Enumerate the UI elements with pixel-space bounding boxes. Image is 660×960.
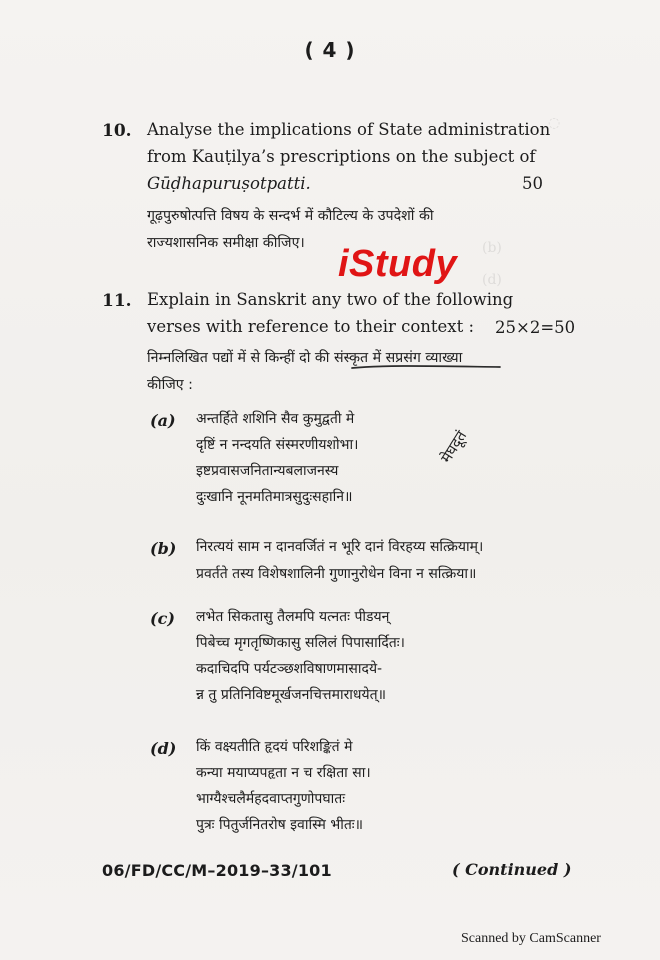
paper-code: 06/FD/CC/M–2019–33/101 (102, 861, 332, 880)
question-11-subpart-d-line-3: भाग्यैश्चलैर्महदवाप्तगुणोपघातः (196, 791, 346, 807)
question-11-subpart-a-line-4: दुःखानि नूनमतिमात्रसुदुःसहानि॥ (196, 489, 353, 505)
bleed-through-mark: (d) (482, 272, 502, 288)
istudy-watermark: iStudy (338, 243, 458, 285)
question-10-marks: 50 (522, 174, 543, 193)
question-11-subpart-d-line-1: किं वक्ष्यतीति हृदयं परिशङ्कितं मे (196, 739, 353, 755)
bleed-through-mark: (b) (482, 240, 502, 256)
question-11-subpart-d-line-2: कन्या मयाप्यपहृता न च रक्षिता सा। (196, 765, 371, 781)
question-11-english-line-1: Explain in Sanskrit any two of the following (147, 290, 514, 309)
question-11-subpart-a-line-3: इष्टप्रवासजनितान्यबलाजनस्य (196, 463, 339, 479)
handwritten-underline (350, 362, 502, 372)
question-10-english-line-1: Analyse the implications of State administration (147, 120, 551, 139)
question-10-english-line-3: Gūḍhapuruṣotpatti. (147, 174, 311, 193)
question-11-subpart-c-line-4: न्न तु प्रतिनिविष्टमूर्खजनचित्तमाराधयेत्॥ (196, 687, 387, 703)
question-10-hindi-line-2: राज्यशासनिक समीक्षा कीजिए। (147, 235, 305, 251)
question-10-number: 10. (102, 121, 132, 141)
question-11-hindi-line-1: निम्नलिखित पद्यों में से किन्हीं दो की संस्कृत में सप्रसंग व्याख्या (147, 350, 463, 366)
question-11-hindi-line-2: कीजिए : (147, 377, 193, 393)
question-11-number: 11. (102, 291, 132, 311)
question-11-subpart-c-label: (c) (150, 609, 175, 628)
question-11-subpart-d-line-4: पुत्रः पितुर्जनितरोष इवास्मि भीतः॥ (196, 817, 364, 833)
question-10-english-line-2: from Kauṭilya’s prescriptions on the subject of (147, 147, 536, 166)
question-11-subpart-b-line-1: निरत्ययं साम न दानवर्जितं न भूरि दानं विरहय्य सत्क्रियाम्। (196, 539, 484, 555)
question-11-marks: 25×2=50 (495, 318, 576, 337)
question-11-subpart-d-label: (d) (150, 739, 177, 758)
continued-label: ( Continued ) (452, 860, 572, 879)
question-11-english-line-2: verses with reference to their context : (147, 317, 475, 336)
question-11-subpart-a-line-1: अन्तर्हिते शशिनि सैव कुमुद्वती मे (196, 411, 355, 427)
question-11-subpart-a-label: (a) (150, 411, 176, 430)
question-11-subpart-a-line-2: दृष्टिं न नन्दयति संस्मरणीयशोभा। (196, 437, 359, 453)
question-11-subpart-b-label: (b) (150, 539, 177, 558)
camscanner-credit: Scanned by CamScanner (461, 931, 601, 946)
question-11-subpart-b-line-2: प्रवर्तते तस्य विशेषशालिनी गुणानुरोधेन विना न सत्क्रिया॥ (196, 566, 477, 582)
question-11-subpart-c-line-2: पिबेच्च मृगतृष्णिकासु सलिलं पिपासार्दितः। (196, 635, 405, 651)
question-11-subpart-c-line-1: लभेत सिकतासु तैलमपि यत्नतः पीडयन् (196, 609, 390, 625)
page-number: ( 4 ) (304, 38, 356, 62)
question-11-subpart-c-line-3: कदाचिदपि पर्यटञ्छशविषाणमासादये- (196, 661, 383, 677)
bleed-through-mark: ◌ (548, 115, 561, 131)
handwritten-annotation: मेघदूतं (436, 427, 471, 467)
question-10-hindi-line-1: गूढ़पुरुषोत्पत्ति विषय के सन्दर्भ में कौटिल्य के उपदेशों की (147, 208, 434, 224)
